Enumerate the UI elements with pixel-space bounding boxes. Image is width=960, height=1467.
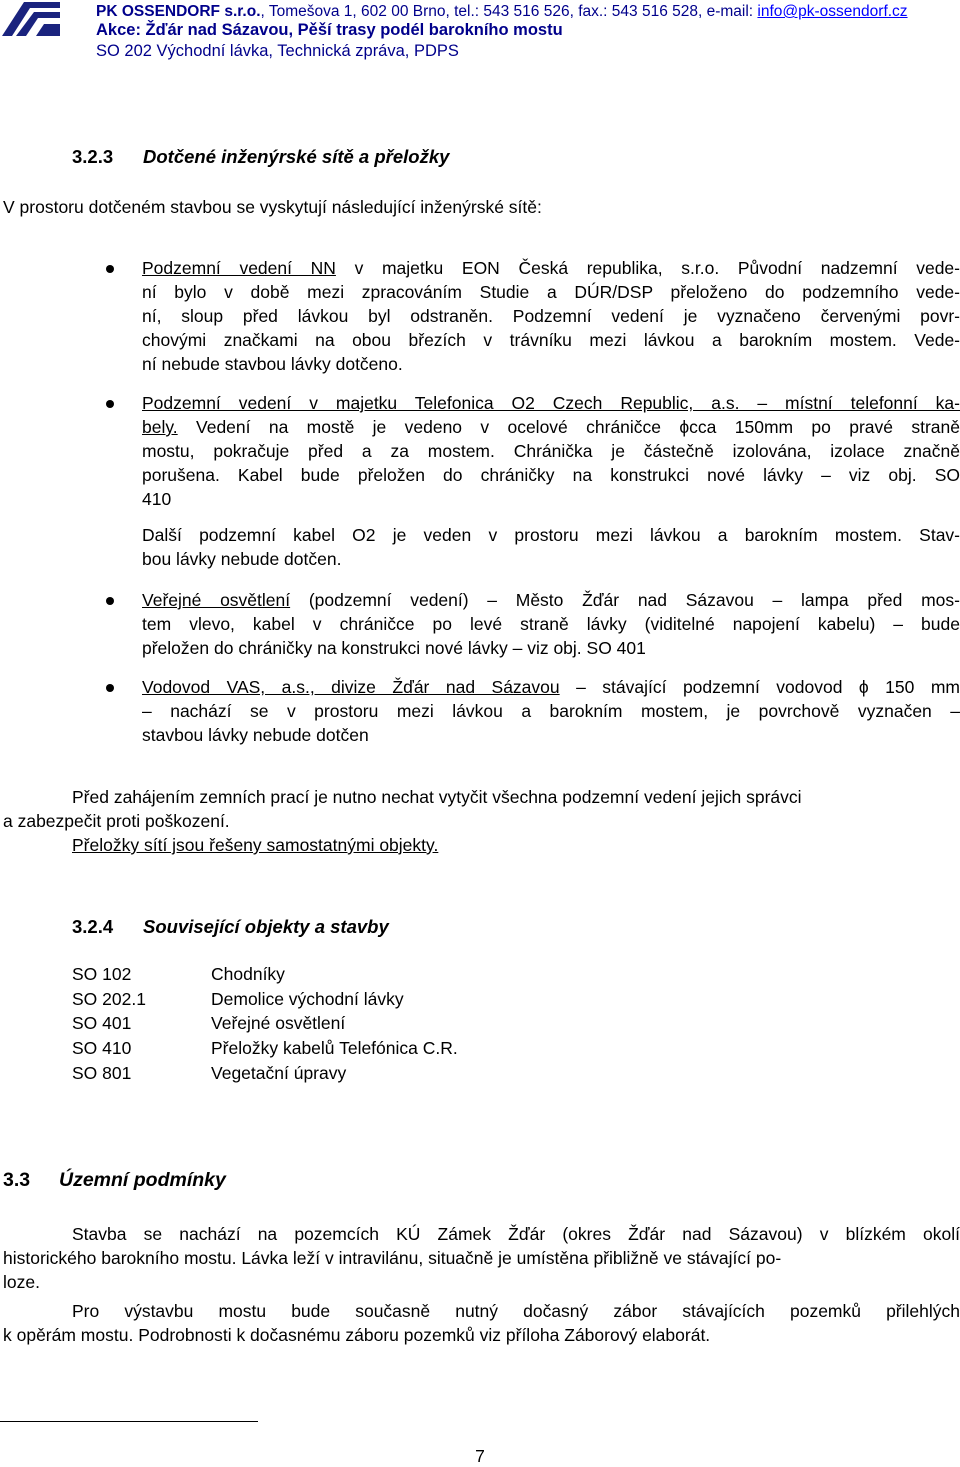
- text-line: Další podzemní kabel O2 je veden v prostoru mezi lávkou a barokním mostem. Stav-: [142, 525, 960, 545]
- section-number: 3.3: [3, 1169, 31, 1191]
- object-code: SO 202.1: [72, 988, 146, 1009]
- conditions-paragraph-1: [3, 1222, 960, 1294]
- text-line: mostu, pokračuje před a za mostem. Chránička je částečně izolována, izolace značně: [142, 441, 960, 461]
- text-line: tem vlevo, kabel v chráničce po levé straně lávky (viditelné napojení kabelu) – bude: [142, 614, 960, 634]
- text-line: historického barokního mostu. Lávka leží v intravilánu, situačně je umístěna přibližně ve stávající po-: [3, 1248, 782, 1268]
- section-title: Související objekty a stavby: [143, 916, 389, 937]
- text-line: stavbou lávky nebude dotčen: [142, 725, 369, 745]
- list-item-lighting: [142, 588, 960, 660]
- object-name: Přeložky kabelů Telefónica C.R.: [211, 1038, 458, 1059]
- bullet-dot: [106, 684, 114, 692]
- object-name: Vegetační úpravy: [211, 1062, 347, 1083]
- text-line: přeložen do chráničky na konstrukci nové lávky – viz obj. SO 401: [142, 638, 646, 658]
- header-document-title: SO 202 Východní lávka, Technická zpráva, PDPS: [96, 42, 459, 60]
- object-code: SO 401: [72, 1013, 132, 1034]
- email-link[interactable]: info@pk-ossendorf.cz: [757, 3, 908, 20]
- document-header: [0, 0, 960, 66]
- text-span: Vedení na mostě je vedeno v ocelové chráničce ϕcca 150mm po pravé straně: [177, 417, 960, 437]
- text-span: (podzemní vedení) – Město Žďár nad Sázavou – lampa před mos-: [290, 590, 960, 610]
- company-address: , Tomešova 1, 602 00 Brno, tel.: 543 516 526, fax.: 543 516 528, e-mail:: [260, 3, 758, 20]
- text-line: – nachází se v prostoru mezi lávkou a barokním mostem, je povrchově vyznačen –: [142, 701, 960, 721]
- section-title: Územní podmínky: [59, 1169, 226, 1191]
- list-item-o2: [142, 391, 960, 571]
- text-line: Stavba se nachází na pozemcích KÚ Zámek Žďár (okres Žďár nad Sázavou) v blízkém okolí: [72, 1224, 960, 1244]
- text-span: – stávající podzemní vodovod ϕ 150 mm: [559, 677, 960, 697]
- text-line: Před zahájením zemních prací je nutno nechat vytyčit všechna podzemní vedení jejich správci: [72, 787, 802, 807]
- footer-divider: [0, 1421, 258, 1422]
- company-logo-icon: [2, 2, 60, 36]
- section-heading-323: [72, 146, 449, 168]
- section-heading-33: [3, 1169, 226, 1192]
- text-line: [142, 256, 960, 280]
- section-title: Dotčené inženýrské sítě a přeložky: [143, 146, 450, 167]
- text-span: v majetku EON Česká republika, s.r.o. Původní nadzemní vede-: [335, 258, 960, 278]
- section-number: 3.2.4: [72, 916, 114, 937]
- closing-paragraph: [3, 785, 960, 857]
- object-name: Chodníky: [211, 964, 285, 984]
- object-code: SO 410: [72, 1038, 132, 1059]
- object-code: SO 801: [72, 1062, 132, 1083]
- text-line: ní nebude stavbou lávky dotčeno.: [142, 354, 403, 374]
- text-line: k opěrám mostu. Podrobnosti k dočasnému záboru pozemků viz příloha Záborový elaborát.: [3, 1325, 711, 1345]
- company-name: PK OSSENDORF s.r.o.: [96, 3, 261, 20]
- text-line: ní, sloup před lávkou byl odstraněn. Podzemní vedení je vyznačeno červenými povr-: [142, 306, 960, 326]
- text-line: 410: [142, 489, 172, 509]
- text-line: [142, 588, 960, 612]
- link-text: Přeložky sítí jsou řešeny samostatnými objekty.: [72, 835, 439, 855]
- link-text: Podzemní vedení NN: [142, 258, 336, 278]
- text-line: ní bylo v době mezi zpracováním Studie a DÚR/DSP přeloženo do podzemního vede-: [142, 282, 960, 302]
- header-project-title: Akce: Žďár nad Sázavou, Pěší trasy podél barokního mostu: [96, 21, 563, 39]
- text-line: bou lávky nebude dotčen.: [142, 549, 342, 569]
- object-name: Veřejné osvětlení: [211, 1013, 346, 1034]
- link-text: Veřejné osvětlení: [142, 590, 291, 610]
- list-item-nn: [142, 256, 960, 376]
- text-line: porušena. Kabel bude přeložen do chráničky na konstrukci nové lávky – viz obj. SO: [142, 465, 960, 485]
- bullet-dot: [106, 265, 114, 273]
- text-line: [3, 833, 960, 857]
- link-text: bely.: [142, 417, 178, 437]
- header-company-line: [96, 2, 960, 21]
- text-line: loze.: [3, 1272, 40, 1292]
- intro-paragraph: V prostoru dotčeném stavbou se vyskytují následující inženýrské sítě:: [3, 197, 542, 217]
- link-text: Vodovod VAS, a.s., divize Žďár nad Sázavou: [142, 677, 560, 697]
- page-number: 7: [475, 1446, 485, 1466]
- section-heading-324: [72, 916, 389, 938]
- text-line: [142, 675, 960, 699]
- text-line: [142, 415, 960, 439]
- conditions-paragraph-2: [3, 1299, 960, 1347]
- bullet-dot: [106, 400, 114, 408]
- text-line: Pro výstavbu mostu bude současně nutný dočasný zábor stávajících pozemků přilehlých: [72, 1301, 960, 1321]
- text-line: chovými značkami na obou březích v trávníku mezi lávkou a barokním mostem. Vede-: [142, 330, 960, 350]
- list-item-water: [142, 675, 960, 747]
- text-line: Podzemní vedení v majetku Telefonica O2 Czech Republic, a.s. – místní telefonní ka-: [142, 393, 960, 413]
- object-code: SO 102: [72, 964, 132, 984]
- bullet-dot: [106, 597, 114, 605]
- section-number: 3.2.3: [72, 146, 114, 167]
- text-line: a zabezpečit proti poškození.: [3, 811, 230, 831]
- object-name: Demolice východní lávky: [211, 988, 404, 1009]
